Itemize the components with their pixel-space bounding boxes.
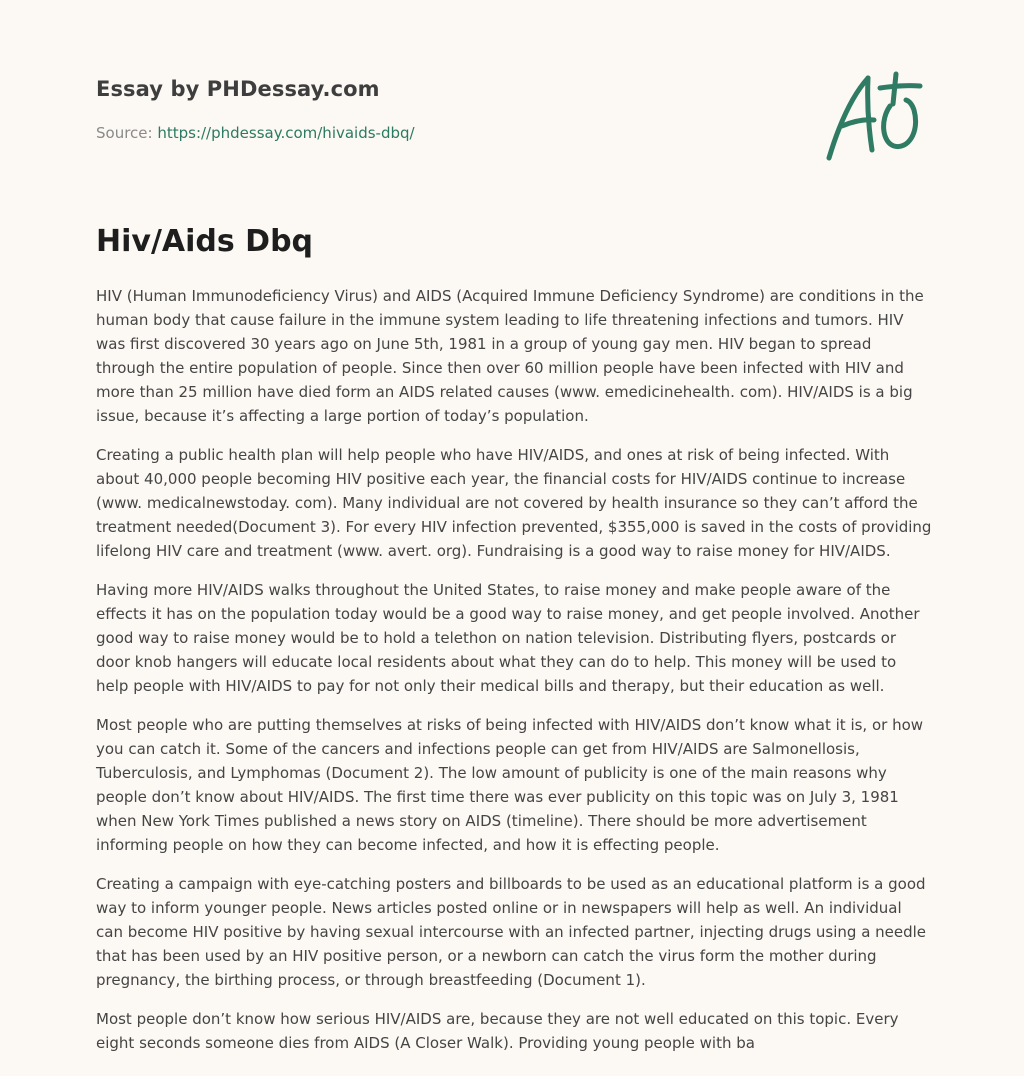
a-plus-logo-icon [820,66,930,166]
source-label: Source: [96,124,158,142]
essay-paragraph: HIV (Human Immunodeficiency Virus) and AIDS (Acquired Immune Deficiency Syndrome) are conditions in the human body that cause failure in the immune system leading to life threatening infections and tumors. HIV was first discovered 30 years ago on June 5th, 1981 in a group of young gay men. HIV began to spread through the entire population of people. Since then over 60 million people have been infected with HIV and more than 25 million have died form an AIDS related causes (www. emedicinehealth. com). HIV/AIDS is a big issue, because it’s affecting a large portion of today’s population. [96,287,924,425]
essay-paragraph: Having more HIV/AIDS walks throughout the United States, to raise money and make people aware of the effects it has on the population today would be a good way to raise money, and get people involved. Another good way to raise money would be to hold a telethon on nation television. Distributing flyers, postcards or door knob hangers will educate local residents about what they can do to help. This money will be used to help people with HIV/AIDS to pay for not only their medical bills and therapy, but their education as well. [96,581,920,695]
source-link[interactable]: https://phdessay.com/hivaids-dbq/ [157,124,415,142]
essay-paragraph: Creating a campaign with eye-catching posters and billboards to be used as an educational platform is a good way to inform younger people. News articles posted online or in newspapers will help as well. An individual can become HIV positive by having sexual intercourse with an infected partner, injecting drugs using a needle that has been used by an HIV positive person, or a newborn can catch the virus form the mother during pregnancy, the birthing process, or through breastfeeding (Document 1). [96,875,927,989]
source-line [96,124,415,142]
essay-title: Hiv/Aids Dbq [96,224,314,259]
essay-body [96,284,932,1070]
essay-paragraph: Creating a public health plan will help people who have HIV/AIDS, and ones at risk of being infected. With about 40,000 people becoming HIV positive each year, the financial costs for HIV/AIDS continue to increase (www. medicalnewstoday. com). Many individual are not covered by health insurance so they can’t afford the treatment needed(Document 3). For every HIV infection prevented, $355,000 is saved in the costs of providing lifelong HIV care and treatment (www. avert. org). Fundraising is a good way to raise money for HIV/AIDS. [96,446,932,560]
essay-paragraph: Most people don’t know how serious HIV/AIDS are, because they are not well educated on this topic. Every eight seconds someone dies from AIDS (A Closer Walk). Providing young people with ba [96,1010,899,1052]
essay-paragraph: Most people who are putting themselves at risks of being infected with HIV/AIDS don’t know what it is, or how you can catch it. Some of the cancers and infections people can get from HIV/AIDS are Salmonellosis, Tuberculosis, and Lymphomas (Document 2). The low amount of publicity is one of the main reasons why people don’t know about HIV/AIDS. The first time there was ever publicity on this topic was on July 3, 1981 when New York Times published a news story on AIDS (timeline). There should be more advertisement informing people on how they can become infected, and how it is effecting people. [96,716,924,854]
site-title: Essay by PHDessay.com [96,77,380,101]
